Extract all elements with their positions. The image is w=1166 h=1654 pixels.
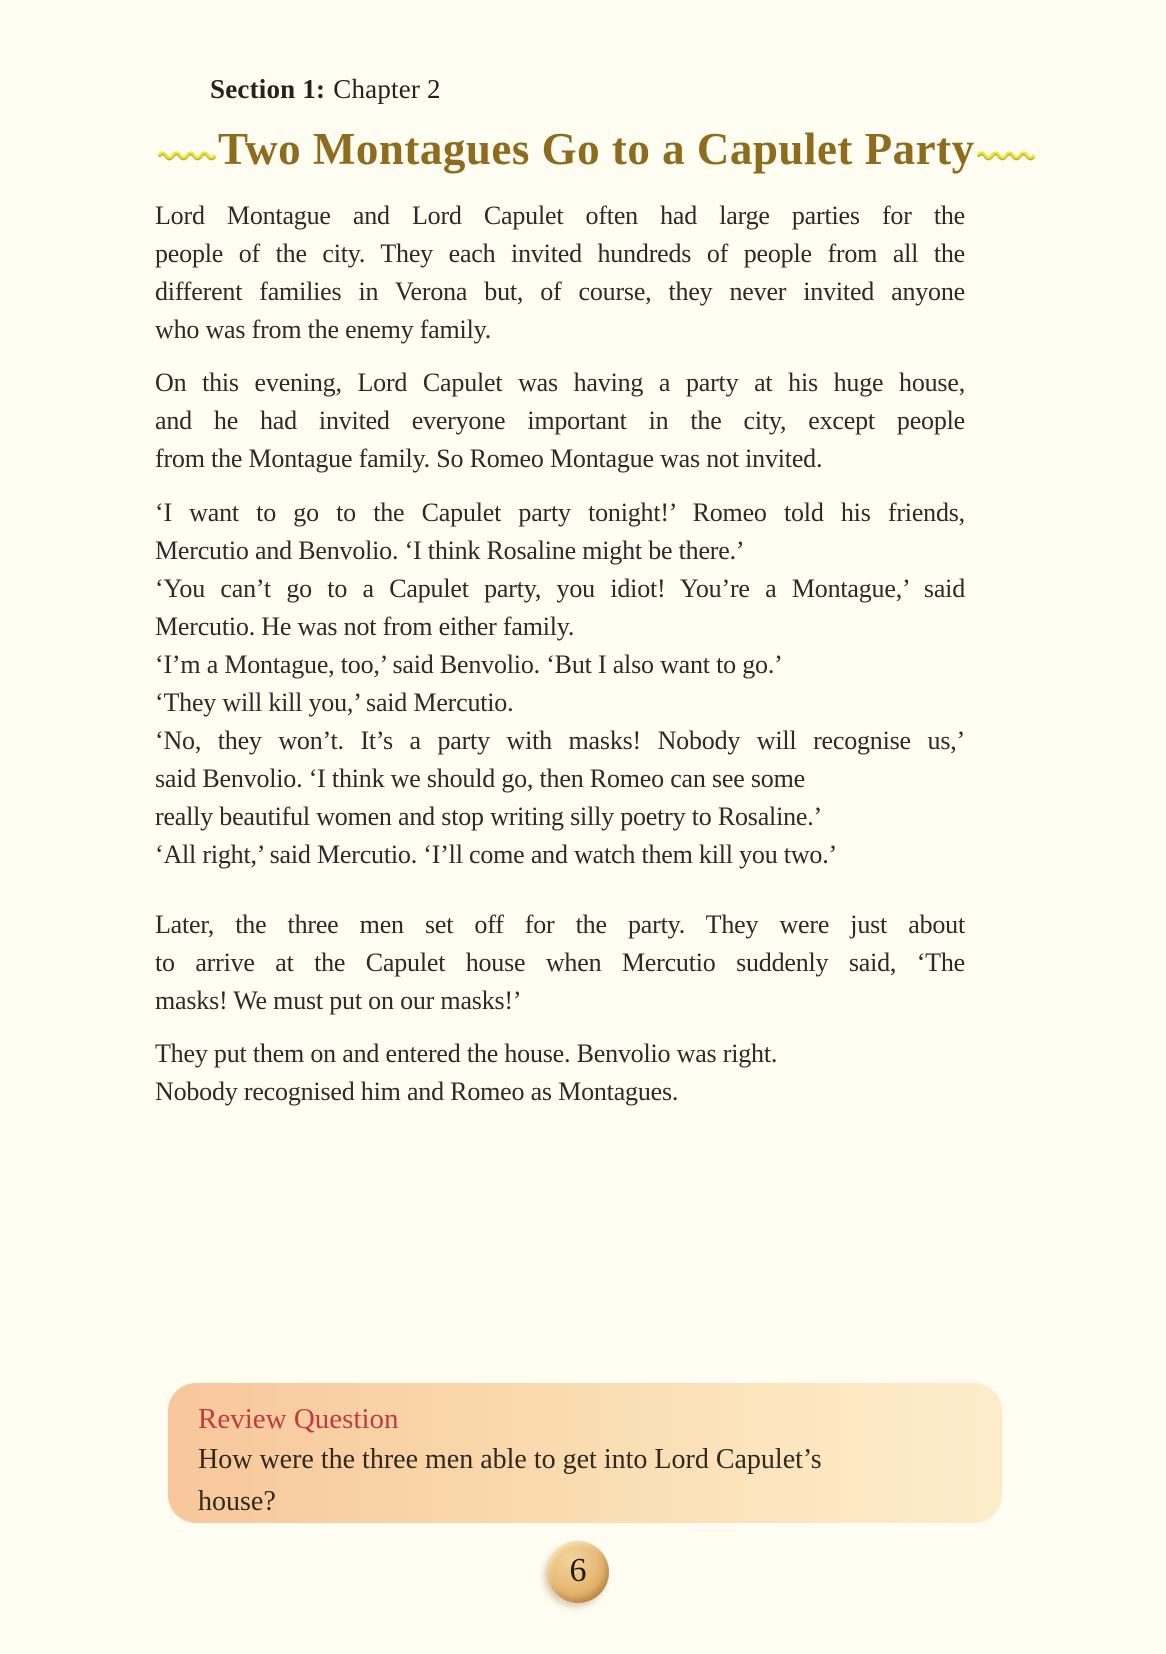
text-line: ‘I want to go to the Capulet party tonight!’ Romeo told his friends, (155, 498, 965, 527)
squiggle-ornament-left-icon (156, 147, 218, 161)
chapter-title: Two Montagues Go to a Capulet Party (218, 124, 975, 174)
text-line: Mercutio. He was not from either family. (155, 612, 575, 641)
review-question-label: Review Question (198, 1403, 399, 1435)
dialogue-block (155, 494, 965, 874)
text-line: ‘No, they won’t. It’s a party with masks! Nobody will recognise us,’ (155, 726, 965, 755)
paragraph (155, 364, 965, 478)
squiggle-ornament-right-icon (975, 147, 1037, 161)
review-question-box (168, 1383, 1002, 1523)
text-line: and he had invited everyone important in the city, except people (155, 406, 965, 435)
text-line: Nobody recognised him and Romeo as Montagues. (155, 1077, 679, 1106)
paragraph (155, 197, 965, 349)
text-line: who was from the enemy family. (155, 315, 491, 344)
text-line: masks! We must put on our masks!’ (155, 986, 522, 1015)
story-text (155, 197, 965, 1126)
text-line: ‘They will kill you,’ said Mercutio. (155, 688, 514, 717)
chapter-title-row (156, 118, 1004, 180)
text-line: to arrive at the Capulet house when Mercutio suddenly said, ‘The (155, 948, 965, 977)
text-line: people of the city. They each invited hundreds of people from all the (155, 239, 965, 268)
text-line: said Benvolio. ‘I think we should go, then Romeo can see some (155, 764, 805, 793)
page-number-badge (547, 1541, 609, 1603)
text-line: Mercutio and Benvolio. ‘I think Rosaline might be there.’ (155, 536, 745, 565)
section-kicker (210, 74, 441, 105)
paragraph (155, 906, 965, 1020)
section-label: Section 1: (210, 74, 326, 104)
text-line: ‘I’m a Montague, too,’ said Benvolio. ‘But I also want to go.’ (155, 650, 783, 679)
text-line: They put them on and entered the house. Benvolio was right. (155, 1039, 778, 1068)
text-line: different families in Verona but, of course, they never invited anyone (155, 277, 965, 306)
text-line: ‘All right,’ said Mercutio. ‘I’ll come and watch them kill you two.’ (155, 840, 837, 869)
text-line: really beautiful women and stop writing silly poetry to Rosaline.’ (155, 802, 823, 831)
page-number: 6 (569, 1552, 587, 1589)
review-question-text: house? (198, 1486, 276, 1517)
text-line: ‘You can’t go to a Capulet party, you idiot! You’re a Montague,’ said (155, 574, 965, 603)
text-line: Later, the three men set off for the party. They were just about (155, 910, 965, 939)
text-line: On this evening, Lord Capulet was having a party at his huge house, (155, 368, 965, 397)
review-question-text: How were the three men able to get into Lord Capulet’s (198, 1444, 822, 1475)
chapter-label: Chapter 2 (333, 74, 441, 104)
text-line: from the Montague family. So Romeo Montague was not invited. (155, 444, 823, 473)
paragraph (155, 1035, 965, 1111)
text-line: Lord Montague and Lord Capulet often had large parties for the (155, 201, 965, 230)
